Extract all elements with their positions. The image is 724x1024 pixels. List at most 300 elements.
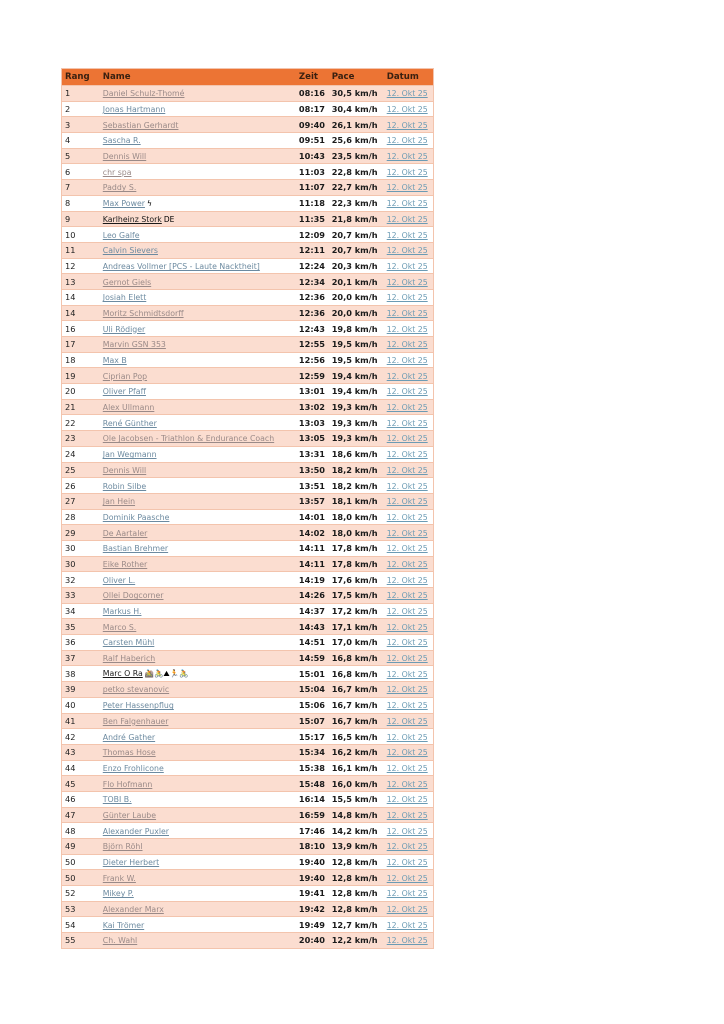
- activity-date-link[interactable]: 12. Okt 25: [386, 779, 428, 789]
- athlete-name-link[interactable]: Günter Laube: [102, 810, 157, 820]
- date-cell: [384, 337, 434, 353]
- pace-cell: 12,8 km/h: [329, 901, 384, 917]
- pace-cell: 17,6 km/h: [329, 572, 384, 588]
- time-cell: 12:36: [296, 289, 329, 305]
- athlete-name-link[interactable]: Marco S.: [102, 622, 137, 632]
- date-cell: [384, 713, 434, 729]
- time-cell: 12:59: [296, 368, 329, 384]
- table-row: [62, 227, 434, 243]
- time-cell: 15:38: [296, 760, 329, 776]
- name-cell: [100, 195, 296, 211]
- activity-date-link[interactable]: 12. Okt 25: [386, 544, 428, 554]
- time-cell: 14:11: [296, 556, 329, 572]
- athlete-name-link[interactable]: Josiah Elett: [102, 293, 147, 303]
- name-cell: [100, 164, 296, 180]
- date-cell: [384, 603, 434, 619]
- date-cell: [384, 744, 434, 760]
- header-time[interactable]: Zeit: [296, 69, 329, 86]
- pace-cell: 17,1 km/h: [329, 619, 384, 635]
- name-cell: [100, 133, 296, 149]
- activity-date-link[interactable]: 12. Okt 25: [386, 669, 428, 679]
- table-row: [62, 901, 434, 917]
- table-body: [62, 86, 434, 949]
- activity-date-link[interactable]: 12. Okt 25: [386, 167, 428, 177]
- pace-cell: 16,7 km/h: [329, 682, 384, 698]
- activity-date-link[interactable]: 12. Okt 25: [386, 199, 428, 209]
- table-row: [62, 493, 434, 509]
- table-row: [62, 446, 434, 462]
- time-cell: 13:05: [296, 431, 329, 447]
- athlete-name-link[interactable]: Markus H.: [102, 607, 142, 617]
- athlete-name-link[interactable]: Carsten Mühl: [102, 638, 155, 648]
- athlete-name-link[interactable]: Jonas Hartmann: [102, 105, 166, 115]
- athlete-name-link[interactable]: Mikey P.: [102, 889, 134, 899]
- time-cell: 13:51: [296, 478, 329, 494]
- rank-cell: 42: [62, 729, 100, 745]
- date-cell: [384, 164, 434, 180]
- athlete-name-link[interactable]: Peter Hassenpflug: [102, 701, 174, 711]
- rank-cell: 52: [62, 886, 100, 902]
- table-row: [62, 650, 434, 666]
- pace-cell: 16,7 km/h: [329, 713, 384, 729]
- rank-cell: 24: [62, 446, 100, 462]
- table-row: [62, 682, 434, 698]
- athlete-name-link[interactable]: Ch. Wahl: [102, 936, 138, 946]
- activity-date-link[interactable]: 12. Okt 25: [386, 136, 428, 146]
- name-cell: [100, 368, 296, 384]
- table-row: [62, 368, 434, 384]
- time-cell: 14:37: [296, 603, 329, 619]
- date-cell: [384, 242, 434, 258]
- table-row: [62, 917, 434, 933]
- rank-cell: 35: [62, 619, 100, 635]
- date-cell: [384, 368, 434, 384]
- table-row: [62, 321, 434, 337]
- rank-cell: 12: [62, 258, 100, 274]
- pace-cell: 16,0 km/h: [329, 776, 384, 792]
- date-cell: [384, 478, 434, 494]
- activity-date-link[interactable]: 12. Okt 25: [386, 356, 428, 366]
- athlete-name-link[interactable]: Alexander Puxler: [102, 826, 169, 836]
- country-flag-icon: DE: [163, 214, 175, 224]
- rank-cell: 11: [62, 242, 100, 258]
- pace-cell: 16,8 km/h: [329, 666, 384, 682]
- activity-date-link[interactable]: 12. Okt 25: [386, 89, 428, 99]
- activity-date-link[interactable]: 12. Okt 25: [386, 324, 428, 334]
- time-cell: 15:34: [296, 744, 329, 760]
- athlete-name-link[interactable]: Gernot Giels: [102, 277, 152, 287]
- rank-cell: 2: [62, 101, 100, 117]
- activity-date-link[interactable]: 12. Okt 25: [386, 261, 428, 271]
- name-cell: [100, 886, 296, 902]
- activity-date-link[interactable]: 12. Okt 25: [386, 512, 428, 522]
- activity-date-link[interactable]: 12. Okt 25: [386, 308, 428, 318]
- athlete-name-link[interactable]: Calvin Sievers: [102, 246, 158, 256]
- activity-date-link[interactable]: 12. Okt 25: [386, 120, 428, 130]
- pace-cell: 17,8 km/h: [329, 556, 384, 572]
- activity-date-link[interactable]: 12. Okt 25: [386, 810, 428, 820]
- activity-date-link[interactable]: 12. Okt 25: [386, 685, 428, 695]
- name-cell: [100, 509, 296, 525]
- rank-cell: 19: [62, 368, 100, 384]
- pace-cell: 18,1 km/h: [329, 493, 384, 509]
- time-cell: 12:55: [296, 337, 329, 353]
- athlete-name-link[interactable]: Andreas Vollmer [PCS - Laute Nacktheit]: [102, 261, 260, 271]
- athlete-name-link[interactable]: Ben Falgenhauer: [102, 716, 169, 726]
- athlete-name-link[interactable]: Max B: [102, 356, 127, 366]
- rank-cell: 40: [62, 697, 100, 713]
- activity-date-link[interactable]: 12. Okt 25: [386, 559, 428, 569]
- table-row: [62, 933, 434, 949]
- table-row: [62, 839, 434, 855]
- rank-cell: 48: [62, 823, 100, 839]
- activity-date-link[interactable]: 12. Okt 25: [386, 701, 428, 711]
- activity-date-link[interactable]: 12. Okt 25: [386, 873, 428, 883]
- date-cell: [384, 791, 434, 807]
- rank-cell: 30: [62, 556, 100, 572]
- athlete-name-link[interactable]: Sebastian Gerhardt: [102, 120, 179, 130]
- date-cell: [384, 697, 434, 713]
- rank-cell: 14: [62, 305, 100, 321]
- time-cell: 12:56: [296, 352, 329, 368]
- rank-cell: 21: [62, 399, 100, 415]
- pace-cell: 12,8 km/h: [329, 870, 384, 886]
- activity-date-link[interactable]: 12. Okt 25: [386, 622, 428, 632]
- name-cell: [100, 305, 296, 321]
- pace-cell: 17,8 km/h: [329, 540, 384, 556]
- athlete-name-link[interactable]: De Aartaler: [102, 528, 148, 538]
- athlete-name-link[interactable]: Ollei Dogcorner: [102, 591, 164, 601]
- name-cell: [100, 321, 296, 337]
- activity-date-link[interactable]: 12. Okt 25: [386, 842, 428, 852]
- athlete-name-link[interactable]: Karlheinz Stork: [102, 214, 162, 224]
- name-cell: [100, 839, 296, 855]
- pace-cell: 16,1 km/h: [329, 760, 384, 776]
- athlete-name-link[interactable]: Dennis Will: [102, 465, 147, 475]
- table-row: [62, 117, 434, 133]
- table-row: [62, 337, 434, 353]
- date-cell: [384, 682, 434, 698]
- activity-date-link[interactable]: 12. Okt 25: [386, 105, 428, 115]
- date-cell: [384, 807, 434, 823]
- athlete-name-link[interactable]: René Günther: [102, 418, 157, 428]
- activity-date-link[interactable]: 12. Okt 25: [386, 920, 428, 930]
- date-cell: [384, 399, 434, 415]
- activity-date-link[interactable]: 12. Okt 25: [386, 826, 428, 836]
- athlete-name-link[interactable]: Björn Röhl: [102, 842, 143, 852]
- rank-cell: 34: [62, 603, 100, 619]
- activity-date-link[interactable]: 12. Okt 25: [386, 481, 428, 491]
- date-cell: [384, 556, 434, 572]
- athlete-name-link[interactable]: Dennis Will: [102, 152, 147, 162]
- rank-cell: 50: [62, 870, 100, 886]
- athlete-name-link[interactable]: Alex Ullmann: [102, 403, 155, 413]
- athlete-name-link[interactable]: TOBI B.: [102, 795, 132, 805]
- header-pace[interactable]: Pace: [329, 69, 384, 86]
- activity-date-link[interactable]: 12. Okt 25: [386, 277, 428, 287]
- pace-cell: 16,5 km/h: [329, 729, 384, 745]
- athlete-name-link[interactable]: Moritz Schmidtsdorff: [102, 308, 184, 318]
- activity-date-link[interactable]: 12. Okt 25: [386, 293, 428, 303]
- name-cell: [100, 431, 296, 447]
- date-cell: [384, 540, 434, 556]
- date-cell: [384, 729, 434, 745]
- time-cell: 11:35: [296, 211, 329, 227]
- activity-date-link[interactable]: 12. Okt 25: [386, 528, 428, 538]
- date-cell: [384, 415, 434, 431]
- athlete-name-link[interactable]: Dieter Herbert: [102, 858, 160, 868]
- date-cell: [384, 86, 434, 102]
- date-cell: [384, 148, 434, 164]
- table-row: [62, 462, 434, 478]
- table-row: [62, 242, 434, 258]
- athlete-name-link[interactable]: Alexander Marx: [102, 905, 164, 915]
- table-row: [62, 509, 434, 525]
- athlete-name-link[interactable]: Oliver L.: [102, 575, 136, 585]
- time-cell: 14:02: [296, 525, 329, 541]
- name-cell: [100, 823, 296, 839]
- table-row: [62, 289, 434, 305]
- date-cell: [384, 650, 434, 666]
- activity-date-link[interactable]: 12. Okt 25: [386, 465, 428, 475]
- athlete-name-link[interactable]: Dominik Paasche: [102, 512, 170, 522]
- time-cell: 20:40: [296, 933, 329, 949]
- athlete-name-link[interactable]: Bastian Brehmer: [102, 544, 169, 554]
- rank-cell: 5: [62, 148, 100, 164]
- rank-cell: 17: [62, 337, 100, 353]
- rank-cell: 10: [62, 227, 100, 243]
- athlete-name-link[interactable]: Ciprian Pop: [102, 371, 148, 381]
- athlete-name-link[interactable]: chr spa: [102, 167, 132, 177]
- table-row: [62, 791, 434, 807]
- activity-date-link[interactable]: 12. Okt 25: [386, 152, 428, 162]
- time-cell: 13:01: [296, 384, 329, 400]
- pace-cell: 17,0 km/h: [329, 635, 384, 651]
- athlete-name-link[interactable]: Max Power: [102, 199, 145, 209]
- time-cell: 18:10: [296, 839, 329, 855]
- athlete-name-link[interactable]: Jan Hein: [102, 497, 136, 507]
- date-cell: [384, 431, 434, 447]
- activity-date-link[interactable]: 12. Okt 25: [386, 716, 428, 726]
- pace-cell: 20,3 km/h: [329, 258, 384, 274]
- name-cell: [100, 870, 296, 886]
- name-cell: [100, 462, 296, 478]
- table-row: [62, 635, 434, 651]
- name-cell: [100, 478, 296, 494]
- athlete-name-link[interactable]: petko stevanovic: [102, 685, 170, 695]
- athlete-name-link[interactable]: Thomas Hose: [102, 748, 156, 758]
- name-cell: [100, 101, 296, 117]
- athlete-name-link[interactable]: Enzo Frohlicone: [102, 763, 164, 773]
- date-cell: [384, 917, 434, 933]
- table-row: [62, 525, 434, 541]
- athlete-name-link[interactable]: Frank W.: [102, 873, 136, 883]
- activity-date-link[interactable]: 12. Okt 25: [386, 638, 428, 648]
- name-cell: [100, 760, 296, 776]
- table-row: [62, 148, 434, 164]
- pace-cell: 30,5 km/h: [329, 86, 384, 102]
- date-cell: [384, 117, 434, 133]
- name-cell: [100, 352, 296, 368]
- lightning-icon: ϟ: [146, 199, 152, 209]
- name-cell: [100, 274, 296, 290]
- activity-date-link[interactable]: 12. Okt 25: [386, 795, 428, 805]
- activity-date-link[interactable]: 12. Okt 25: [386, 403, 428, 413]
- name-cell: [100, 556, 296, 572]
- rank-cell: 38: [62, 666, 100, 682]
- name-cell: [100, 729, 296, 745]
- activity-date-link[interactable]: 12. Okt 25: [386, 591, 428, 601]
- athlete-name-link[interactable]: Kai Trömer: [102, 920, 145, 930]
- time-cell: 13:03: [296, 415, 329, 431]
- time-cell: 08:17: [296, 101, 329, 117]
- name-cell: [100, 242, 296, 258]
- activity-date-link[interactable]: 12. Okt 25: [386, 654, 428, 664]
- time-cell: 11:03: [296, 164, 329, 180]
- activity-emoji-icons: 🚵🚴⛰🏃🚴: [144, 669, 189, 679]
- activity-date-link[interactable]: 12. Okt 25: [386, 763, 428, 773]
- athlete-name-link[interactable]: Jan Wegmann: [102, 450, 157, 460]
- time-cell: 16:14: [296, 791, 329, 807]
- activity-date-link[interactable]: 12. Okt 25: [386, 905, 428, 915]
- rank-cell: 18: [62, 352, 100, 368]
- rank-cell: 44: [62, 760, 100, 776]
- activity-date-link[interactable]: 12. Okt 25: [386, 434, 428, 444]
- table-row: [62, 603, 434, 619]
- athlete-name-link[interactable]: Robin Silbe: [102, 481, 147, 491]
- pace-cell: 14,8 km/h: [329, 807, 384, 823]
- athlete-name-link[interactable]: Paddy S.: [102, 183, 137, 193]
- name-cell: [100, 337, 296, 353]
- activity-date-link[interactable]: 12. Okt 25: [386, 575, 428, 585]
- pace-cell: 12,2 km/h: [329, 933, 384, 949]
- activity-date-link[interactable]: 12. Okt 25: [386, 497, 428, 507]
- activity-date-link[interactable]: 12. Okt 25: [386, 214, 428, 224]
- rank-cell: 43: [62, 744, 100, 760]
- athlete-name-link[interactable]: Ralf Haberich: [102, 654, 156, 664]
- activity-date-link[interactable]: 12. Okt 25: [386, 607, 428, 617]
- activity-date-link[interactable]: 12. Okt 25: [386, 450, 428, 460]
- header-rank[interactable]: Rang: [62, 69, 100, 86]
- name-cell: [100, 180, 296, 196]
- activity-date-link[interactable]: 12. Okt 25: [386, 230, 428, 240]
- time-cell: 09:51: [296, 133, 329, 149]
- rank-cell: 41: [62, 713, 100, 729]
- name-cell: [100, 917, 296, 933]
- date-cell: [384, 321, 434, 337]
- pace-cell: 16,7 km/h: [329, 697, 384, 713]
- name-cell: [100, 682, 296, 698]
- name-cell: [100, 525, 296, 541]
- activity-date-link[interactable]: 12. Okt 25: [386, 732, 428, 742]
- table-row: [62, 274, 434, 290]
- name-cell: [100, 603, 296, 619]
- table-row: [62, 431, 434, 447]
- date-cell: [384, 195, 434, 211]
- date-cell: [384, 839, 434, 855]
- date-cell: [384, 635, 434, 651]
- time-cell: 19:40: [296, 870, 329, 886]
- date-cell: [384, 384, 434, 400]
- pace-cell: 20,7 km/h: [329, 227, 384, 243]
- time-cell: 17:46: [296, 823, 329, 839]
- activity-date-link[interactable]: 12. Okt 25: [386, 246, 428, 256]
- time-cell: 08:16: [296, 86, 329, 102]
- activity-date-link[interactable]: 12. Okt 25: [386, 387, 428, 397]
- time-cell: 19:41: [296, 886, 329, 902]
- pace-cell: 16,2 km/h: [329, 744, 384, 760]
- athlete-name-link[interactable]: Flo Hofmann: [102, 779, 153, 789]
- time-cell: 13:31: [296, 446, 329, 462]
- athlete-name-link[interactable]: Uli Rödiger: [102, 324, 146, 334]
- time-cell: 14:11: [296, 540, 329, 556]
- rank-cell: 55: [62, 933, 100, 949]
- activity-date-link[interactable]: 12. Okt 25: [386, 418, 428, 428]
- name-cell: [100, 650, 296, 666]
- name-cell: [100, 211, 296, 227]
- table-row: [62, 133, 434, 149]
- rank-cell: 30: [62, 540, 100, 556]
- name-cell: [100, 384, 296, 400]
- name-cell: [100, 776, 296, 792]
- rank-cell: 9: [62, 211, 100, 227]
- name-cell: [100, 258, 296, 274]
- pace-cell: 21,8 km/h: [329, 211, 384, 227]
- date-cell: [384, 352, 434, 368]
- athlete-name-link[interactable]: Marc O Ra: [102, 669, 143, 679]
- date-cell: [384, 509, 434, 525]
- time-cell: 15:01: [296, 666, 329, 682]
- activity-date-link[interactable]: 12. Okt 25: [386, 936, 428, 946]
- table-row: [62, 556, 434, 572]
- table-row: [62, 729, 434, 745]
- table-row: [62, 776, 434, 792]
- athlete-name-link[interactable]: Daniel Schulz-Thomé: [102, 89, 185, 99]
- activity-date-link[interactable]: 12. Okt 25: [386, 889, 428, 899]
- athlete-name-link[interactable]: Eike Rother: [102, 559, 148, 569]
- pace-cell: 20,0 km/h: [329, 305, 384, 321]
- athlete-name-link[interactable]: Marvin GSN 353: [102, 340, 166, 350]
- pace-cell: 19,8 km/h: [329, 321, 384, 337]
- date-cell: [384, 101, 434, 117]
- table-row: [62, 101, 434, 117]
- activity-date-link[interactable]: 12. Okt 25: [386, 748, 428, 758]
- athlete-name-link[interactable]: Ole Jacobsen - Triathlon & Endurance Coach: [102, 434, 275, 444]
- athlete-name-link[interactable]: Leo Galfe: [102, 230, 140, 240]
- name-cell: [100, 540, 296, 556]
- time-cell: 15:07: [296, 713, 329, 729]
- pace-cell: 15,5 km/h: [329, 791, 384, 807]
- name-cell: [100, 713, 296, 729]
- activity-date-link[interactable]: 12. Okt 25: [386, 183, 428, 193]
- table-row: [62, 399, 434, 415]
- pace-cell: 26,1 km/h: [329, 117, 384, 133]
- name-cell: [100, 807, 296, 823]
- pace-cell: 19,4 km/h: [329, 368, 384, 384]
- activity-date-link[interactable]: 12. Okt 25: [386, 371, 428, 381]
- table-row: [62, 86, 434, 102]
- pace-cell: 22,7 km/h: [329, 180, 384, 196]
- name-cell: [100, 493, 296, 509]
- header-date[interactable]: Datum: [384, 69, 434, 86]
- activity-date-link[interactable]: 12. Okt 25: [386, 858, 428, 868]
- rank-cell: 6: [62, 164, 100, 180]
- athlete-name-link[interactable]: Sascha R.: [102, 136, 141, 146]
- activity-date-link[interactable]: 12. Okt 25: [386, 340, 428, 350]
- athlete-name-link[interactable]: André Gather: [102, 732, 156, 742]
- athlete-name-link[interactable]: Oliver Pfaff: [102, 387, 146, 397]
- header-name[interactable]: Name: [100, 69, 296, 86]
